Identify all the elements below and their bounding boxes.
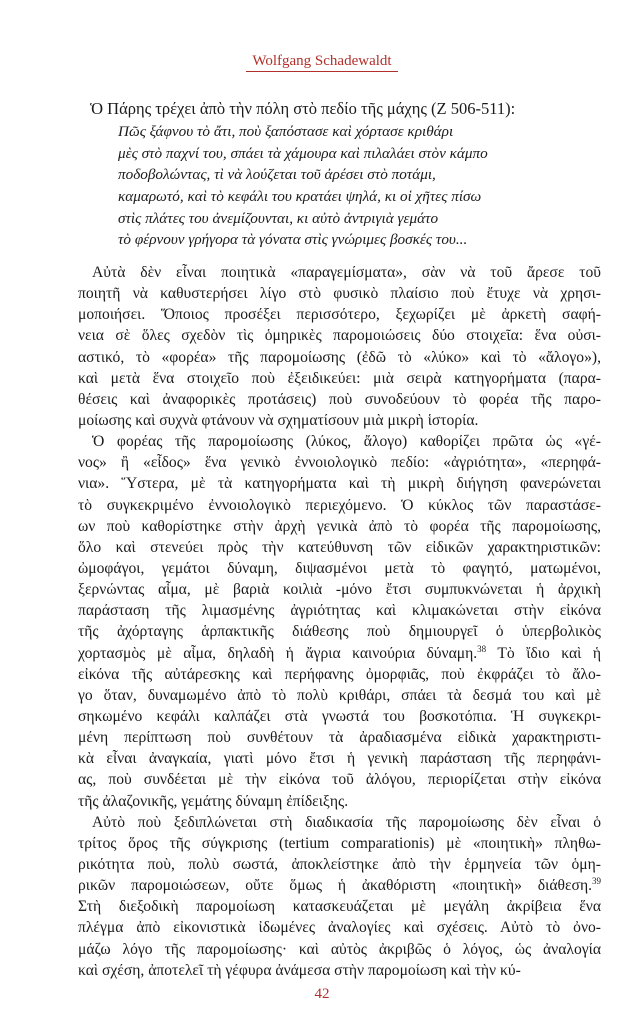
- intro-line: Ὁ Πάρης τρέχει ἀπὸ τὴν πόλη στὸ πεδίο τῆς μάχης (Ζ 506-511):: [90, 99, 516, 118]
- body-line: πλέγμα ἀπὸ εἰκονιστικὰ ἰδωμένες ἀναλογίες καὶ σχέσεις. Αὐτὸ τὸ ὀνο-: [78, 919, 601, 937]
- body-line: θέσεις καὶ ἀναφορικὲς προτάσεις) ποὺ συνοδεύουν τὸ φορέα τῆς παρο-: [78, 390, 601, 408]
- body-line: τὸ συγκεκριμένο ἐννοιολογικὸ περιεχόμενο. Ὁ κύκλος τῶν παραστάσε-: [78, 496, 601, 514]
- body-line: ξερνώντας αἷμα, μὲ βαριὰ κοιλιὰ -μόνο ἔτσι συμπυκνώνεται ἡ ἀρχικὴ: [78, 581, 601, 599]
- body-line: τῆς ἀλαζονικῆς, γεμάτης δύναμη ἐπίδειξης.: [78, 792, 349, 810]
- body-line: νεια σὲ ὅλες σχεδὸν τὶς ὁμηρικὲς παρομοιώσεις δύο στοιχεῖα: ἕνα οὐσι-: [78, 327, 601, 345]
- body-line: μένη περίπτωση ποὺ συνθέτουν τὰ ἀραδιασμένα εἰδικὰ χαρακτηριστι-: [78, 729, 601, 747]
- body-line: Αὐτὰ δὲν εἶναι ποιητικὰ «παραγεμίσματα», σὰν νὰ τοῦ ἄρεσε τοῦ: [92, 264, 601, 281]
- body-line: σηκωμένο κεφάλι καλπάζει στὰ γνωστά του βοσκοτόπια. Ἡ συγκεκρι-: [78, 707, 601, 725]
- verse-line: καμαρωτό, καὶ τὸ κεφάλι του κρατάει ψηλά, κι οἱ χῆτες πίσω: [118, 188, 482, 206]
- body-line: χορτασμὸς μὲ αἷμα, δηλαδὴ ἡ ἄγρια καινούρια δύναμη.$^{38}$ Τὸ ἴδιο καὶ ἡ: [78, 643, 601, 662]
- running-head: [0, 50, 644, 72]
- body-line: ὠμοφάγοι, γεμάτοι δύναμη, διψασμένοι μετὰ τὸ φαγητό, ματωμένοι,: [78, 559, 601, 577]
- body-line: ων ποὺ καθορίστηκε στὴν ἀρχὴ γενικὰ ἀπὸ τὸ φορέα τῆς παρομοίωσης,: [78, 517, 601, 535]
- verse-line: μὲς στὸ παχνί του, σπάει τὰ χάμουρα καὶ πιλαλάει στὸν κάμπο: [118, 144, 488, 162]
- body-line: ας, ποὺ συνδέεται μὲ τὴν εἰκόνα τοῦ ἀλόγου, περιορίζεται στὴν εἰκόνα: [78, 771, 601, 789]
- verse-quotation: [118, 121, 588, 251]
- verse-line: στὶς πλάτες του ἀνεμίζουνται, κι αὐτὸ ἀντριγιὰ γεμάτο: [118, 209, 439, 227]
- body-line: εἰκόνα τῆς αὐτάρεσκης καὶ περήφανης ὀμορφιᾶς, ποὺ ἐκφράζει τὸ ἄλο-: [78, 665, 601, 683]
- body-line: αστικό, τὸ «φορέα» τῆς παρομοίωσης (ἐδῶ τὸ «λύκο» καὶ τὸ «ἄλογο»),: [78, 348, 601, 366]
- body-line: ρικῶν παρομοιώσεων, οὔτε ὅμως ἡ ἀκαθόριστη «ποιητικὴ» διάθεση.$^{39}$: [78, 875, 601, 895]
- body-line: κὰ εἶναι ἀναγκαία, γιατὶ μόνο ἔτσι ἡ γενικὴ παράσταση τῆς περηφάνι-: [78, 750, 601, 768]
- body-line: νια». Ὕστερα, μὲ τὰ κατηγορήματα καὶ τὴ μικρὴ διήγηση φανερώνεται: [78, 475, 601, 493]
- verse-line: Πῶς ξάφνου τὸ ἄτι, ποὺ ξαπόστασε καὶ χόρτασε κριθάρι: [118, 123, 454, 140]
- body-line: καὶ σχέση, ἀποτελεῖ τὴ γέφυρα ἀνάμεσα στὴν παρομοίωση καὶ τὴν κύ-: [78, 961, 521, 979]
- running-head-text: Wolfgang Schadewaldt: [246, 52, 397, 72]
- body-line: μοίωσης καὶ συχνὰ φτάνουν νὰ σχηματίσουν μιὰ μικρὴ ἱστορία.: [78, 411, 479, 429]
- body-line: τρίτος ὅρος τῆς σύγκρισης (tertium comparationis) μὲ «ποιητικὴ» πληθω-: [78, 834, 601, 852]
- body-line: Ὁ φορέας τῆς παρομοίωσης (λύκος, ἄλογο) καθορίζει πρῶτα ὡς «γέ-: [92, 433, 601, 451]
- verse-line: τὸ φέρνουν γρήγορα τὰ γόνατα στὶς γνώριμες βοσκές του...: [118, 231, 468, 249]
- body-line: παράσταση τῆς λιμασμένης ἀγριότητας καὶ κλιμακώνεται στὴν εἰκόνα: [78, 602, 601, 620]
- body-line: μοποιήσει. Ὅποιος προσέξει περισσότερο, ξεχωρίζει μὲ ἀρκετὴ σαφή-: [78, 306, 601, 324]
- body-line: καὶ μετὰ ἕνα στοιχεῖο ποὺ ἐξειδικεύει: μιὰ σειρὰ κατηγορήματα (παρα-: [78, 369, 601, 387]
- footnote-marker[interactable]: 39: [592, 875, 601, 886]
- body-line: τῆς ἀχόρταγης ἁρπακτικῆς διάθεσης ποὺ δημιουργεῖ ὁ ὑπερβολικὸς: [78, 623, 601, 641]
- body-text: [78, 262, 601, 981]
- body-line: ποιητῆ νὰ καθυστερήσει λίγο στὸ φυσικὸ πλαίσιο ποὺ ἔτυχε νὰ χρησι-: [78, 285, 601, 303]
- verse-line: ποδοβολώντας, τὶ νὰ λούζεται τοῦ ἀρέσει στὸ ποτάμι,: [118, 166, 436, 184]
- body-line: μάζω λόγο τῆς παρομοίωσης· καὶ αὐτὸς ἀκριβῶς ὁ λόγος, ὡς ἀναλογία: [78, 940, 601, 958]
- page-number: 42: [314, 986, 330, 1002]
- body-line: Αὐτὸ ποὺ ξεδιπλώνεται στὴ διαδικασία τῆς παρομοίωσης δὲν εἶναι ὁ: [92, 813, 601, 831]
- body-line: Στὴ διεξοδικὴ παρομοίωση κατασκευάζεται μὲ μεγάλη ἀκρίβεια ἕνα: [78, 898, 601, 916]
- body-line: ὅλο καὶ στενεύει πρὸς τὴν κατεύθυνση τῶν εἰδικῶν χαρακτηριστικῶν:: [78, 538, 601, 556]
- footnote-marker[interactable]: 38: [477, 643, 487, 654]
- body-line: νος» ἢ «εἶδος» ἕνα γενικὸ ἐννοιολογικὸ πεδίο: «ἀγριότητα», «περηφά-: [78, 454, 601, 472]
- body-line: ρικότητα ποὺ, πολὺ σωστά, ἀποκλείστηκε ἀπὸ τὴν ἑρμηνεία τῶν ὁμη-: [78, 855, 601, 873]
- body-line: γο ὅταν, δυναμωμένο ἀπὸ τὸ πολὺ κριθάρι, σπάει τὰ δεσμά του καὶ μὲ: [78, 686, 601, 704]
